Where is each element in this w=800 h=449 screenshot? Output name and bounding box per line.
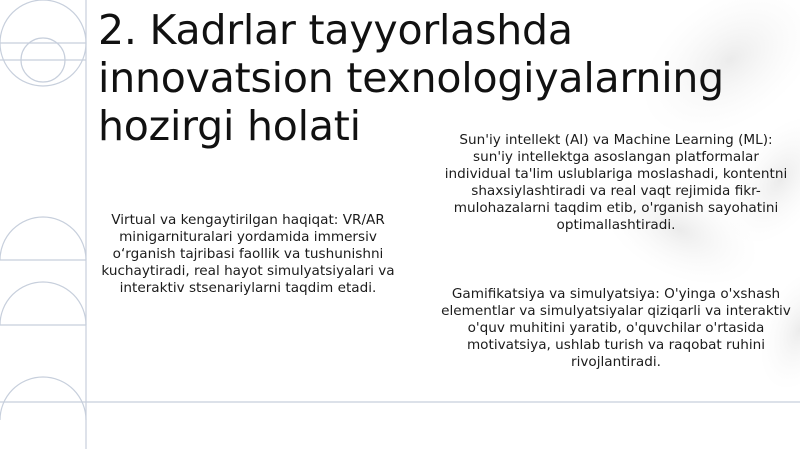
slide-title: 2. Kadrlar tayyorlashda innovatsion texnologiyalarning hozirgi holati	[98, 6, 724, 150]
gamification-paragraph: Gamifikatsiya va simulyatsiya: O'yinga o'xshash elementlar va simulyatsiyalar qiziqarli va interaktiv o'quv muhitini yaratib, o'quvchilar o'rtasida motivatsiya, ushlab turish va raqobat ruhini rivojlantiradi.	[441, 286, 791, 370]
vr-ar-paragraph: Virtual va kengaytirilgan haqiqat: VR/AR minigarnituralari yordamida immersiv o‘rganish tajribasi faollik va tushunishni kuchaytiradi, real hayot simulyatsiyalari va interaktiv stsenariylarni taqdim etadi.	[101, 212, 395, 296]
ai-ml-paragraph: Sun'iy intellekt (AI) va Machine Learning (ML): sun'iy intellektga asoslangan platformalar individual ta'lim uslublariga moslashadi, kontentni shaxsiylashtiradi va real vaqt rejimida fikr-mulohazalarni taqdim etib, o'rganish sayohatini optimallashtiradi.	[444, 132, 788, 233]
